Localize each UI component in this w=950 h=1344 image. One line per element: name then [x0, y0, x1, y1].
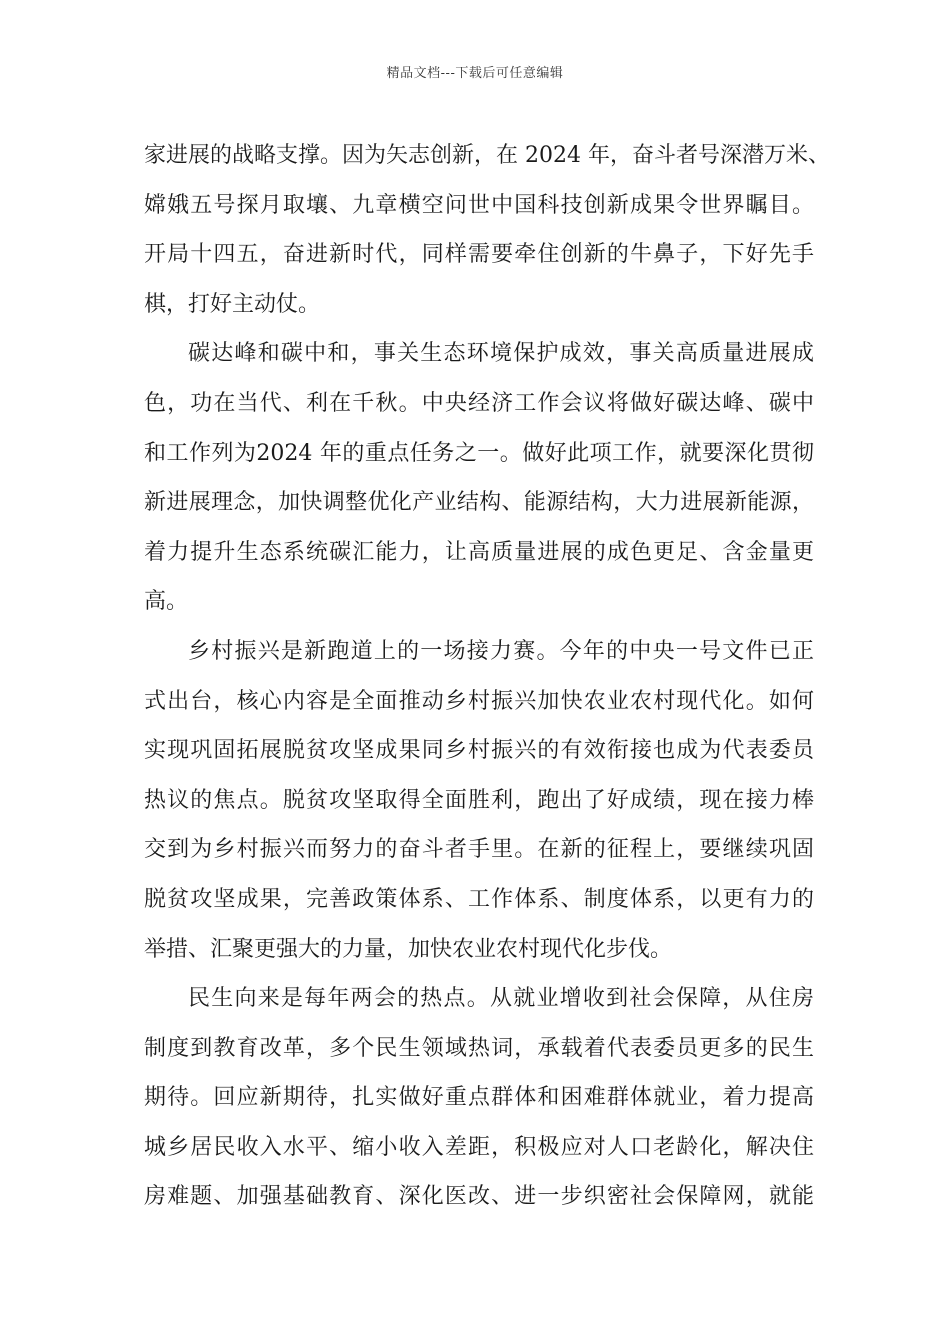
text-line: 棋，打好主动仗。 — [144, 291, 321, 317]
text-line: 高。 — [144, 589, 189, 615]
text-line: 着力提升生态系统碳汇能力，让高质量进展的成色更足、含金量更 — [144, 539, 814, 565]
text-line: 制度到教育改革，多个民生领域热词，承载着代表委员更多的民生 — [144, 1035, 814, 1061]
text-line: 民生向来是每年两会的热点。从就业增收到社会保障，从住房 — [188, 986, 814, 1012]
text-line: 家进展的战略支撑。因为矢志创新，在 2024 年，奋斗者号深潜万米、 — [144, 143, 830, 168]
text-line: 和工作列为2024 年的重点任务之一。做好此项工作，就要深化贯彻 — [144, 440, 814, 466]
text-line: 脱贫攻坚成果，完善政策体系、工作体系、制度体系，以更有力的 — [144, 886, 814, 912]
document-body — [144, 131, 830, 1222]
text-line: 乡村振兴是新跑道上的一场接力赛。今年的中央一号文件已正 — [188, 638, 814, 664]
paragraph-rural-revitalization — [144, 627, 814, 974]
text-line: 实现巩固拓展脱贫攻坚成果同乡村振兴的有效衔接也成为代表委员 — [144, 738, 814, 764]
text-line: 期待。回应新期待，扎实做好重点群体和困难群体就业，着力提高 — [144, 1085, 814, 1111]
text-line: 嫦娥五号探月取壤、九章横空问世中国科技创新成果令世界瞩目。 — [144, 192, 814, 218]
page-header: 精品文档---下载后可任意编辑 — [386, 66, 564, 81]
text-line: 新进展理念，加快调整优化产业结构、能源结构，大力进展新能源， — [144, 490, 814, 516]
text-line: 式出台，核心内容是全面推动乡村振兴加快农业农村现代化。如何 — [144, 688, 814, 714]
text-line: 房难题、加强基础教育、深化医改、进一步织密社会保障网，就能 — [144, 1184, 814, 1210]
text-line: 碳达峰和碳中和，事关生态环境保护成效，事关高质量进展成 — [188, 341, 814, 367]
text-line: 交到为乡村振兴而努力的奋斗者手里。在新的征程上，要继续巩固 — [144, 837, 814, 863]
text-line: 色，功在当代、利在千秋。中央经济工作会议将做好碳达峰、碳中 — [144, 390, 814, 416]
text-line: 热议的焦点。脱贫攻坚取得全面胜利，跑出了好成绩，现在接力棒 — [144, 787, 814, 813]
text-line: 城乡居民收入水平、缩小收入差距，积极应对人口老龄化，解决住 — [144, 1134, 814, 1160]
text-line: 举措、汇聚更强大的力量，加快农业农村现代化步伐。 — [144, 936, 673, 962]
paragraph-carbon — [144, 329, 814, 627]
paragraph-innovation — [144, 131, 830, 329]
paragraph-livelihood — [144, 974, 814, 1222]
text-line: 开局十四五，奋进新时代，同样需要牵住创新的牛鼻子，下好先手 — [144, 242, 814, 268]
